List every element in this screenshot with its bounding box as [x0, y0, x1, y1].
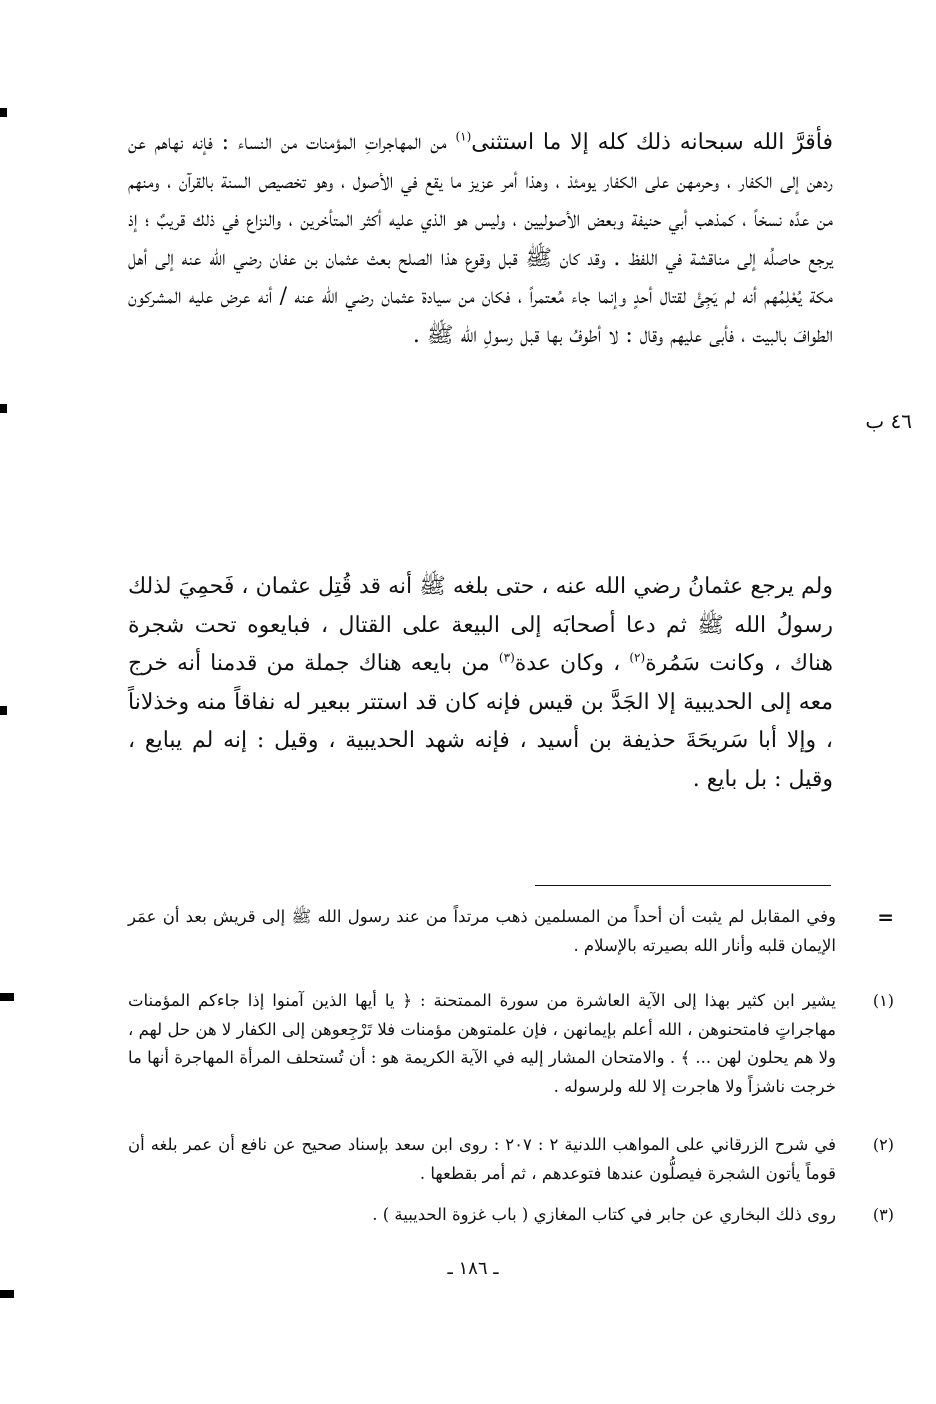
scan-mark: [0, 706, 7, 715]
scan-mark: [0, 993, 14, 1001]
scan-mark: [0, 404, 7, 413]
scan-mark: [0, 1290, 14, 1298]
footnote-reference[interactable]: (١): [455, 129, 472, 144]
manuscript-folio-note: ٤٦ ب: [865, 409, 912, 433]
page-number: ـ ١٨٦ ـ: [447, 1258, 499, 1279]
footnote-marker: =: [877, 905, 894, 929]
footnote-text: روى ذلك البخاري عن جابر في كتاب المغازي ( باب غزوة الحديبية ) .: [372, 1205, 836, 1224]
footnote-divider: [535, 885, 831, 886]
footnote-number: (٢): [872, 1135, 894, 1154]
footnote-number: (٣): [872, 1205, 894, 1224]
body-paragraph-2: ولم يرجع عثمانُ رضي الله عنه ، حتى بلغه ﷺ أنه قد قُتِل عثمان ، فَحمِيَ لذلك رسولُ الله ﷺ ثم دعا أصحابَه إلى البيعة على القتال ، فبايعوه تحت شجرة هناك ، وكانت سَمُرة$^{(٢)}$ ، وكان عدة$^{(٣)}$ من بايعه هناك جملة من قدمنا أنه خرج معه إلى الحديبية إلا الجَدَّ بن قيس فإنه كان قد استتر ببعير له نفاقاً منه وخذلاناً ، وإلا أبا سَريحَةَ حذيفة بن أسيد ، فإنه شهد الحديبية ، وقيل : إنه لم يبايع ، وقيل : بل بايع .: [128, 574, 834, 792]
footnote-reference[interactable]: (٢): [629, 650, 646, 665]
footnote-2: [128, 1131, 894, 1188]
footnote-text: وفي المقابل لم يثبت أن أحداً من المسلمين ذهب مرتداً من عند رسول الله ﷺ إلى قريش بعد أن عمَر الإيمان قلبه وأنار الله بصيرته بالإسلام .: [128, 907, 836, 955]
scan-mark: [0, 108, 7, 117]
footnote-number: (١): [872, 991, 894, 1010]
footnote-text: في شرح الزرقاني على المواهب اللدنية ٢ : ٢٠٧ : روى ابن سعد بإسناد صحيح عن نافع أن عمر بلغه أن قوماً يأتون الشجرة فيصلُّون عندها فتوعدهم ، ثم أمر بقطعها .: [128, 1135, 836, 1183]
footnote-text: يشير ابن كثير بهذا إلى الآية العاشرة من سورة الممتحنة : ﴿ يا أيها الذين آمنوا إذا جاءكم المؤمنات مهاجراتٍ فامتحنوهن ، الله أعلم بإيمانهن ، فإن علمتوهن مؤمنات فلا تَرْجِعوهن إلى الكفار لا هن حل لهم ، ولا هم يحلون لهن ... ﴾ . والامتحان المشار إليه في الآية الكريمة هو : أن تُستحلف المرأة المهاجرة أنها ما خرجت ناشزاً ولا هاجرت إلا لله ولرسوله .: [128, 991, 836, 1096]
footnote-continued: [128, 903, 894, 960]
footnote-3: [128, 1201, 894, 1230]
footnote-reference[interactable]: (٣): [498, 650, 515, 665]
footnote-1: [128, 987, 894, 1101]
body-paragraph-1: فأقرَّ الله سبحانه ذلك كله إلا ما استثنى$^{(١)}$ من المهاجراتِ المؤمنات من النساء : فإنه نهاهم عن ردهن إلى الكفار ، وحرمهن على الكفار يومئذ ، وهذا أمر عزيز ما يقع في الأصول ، وهو تخصيص السنة بالقرآن ، ومنهم من عدَّه نسخاً ، كمذهب أبي حنيفة وبعض الأصوليين ، وليس هو الذي عليه أكثر المتأخرين ، والنزاع في ذلك قريبٌ ؛ إذ يرجع حاصلُه إلى مناقشة في اللفظ . وقد كان ﷺ قبل وقوع هذا الصلح بعث عثمان بن عفان رضي الله عنه إلى أهل مكة يُعْلِمُهم أنه لم يَجِئْ لقتال أحدٍ وإنما جاء مُعتمراً ، فكان من سيادة عثمان رضي الله عنه / أنه عرض عليه المشركون الطوافَ بالبيت ، فأبى عليهم وقال : لا أطوفُ بها قبل رسولِ الله ﷺ .: [128, 129, 834, 348]
